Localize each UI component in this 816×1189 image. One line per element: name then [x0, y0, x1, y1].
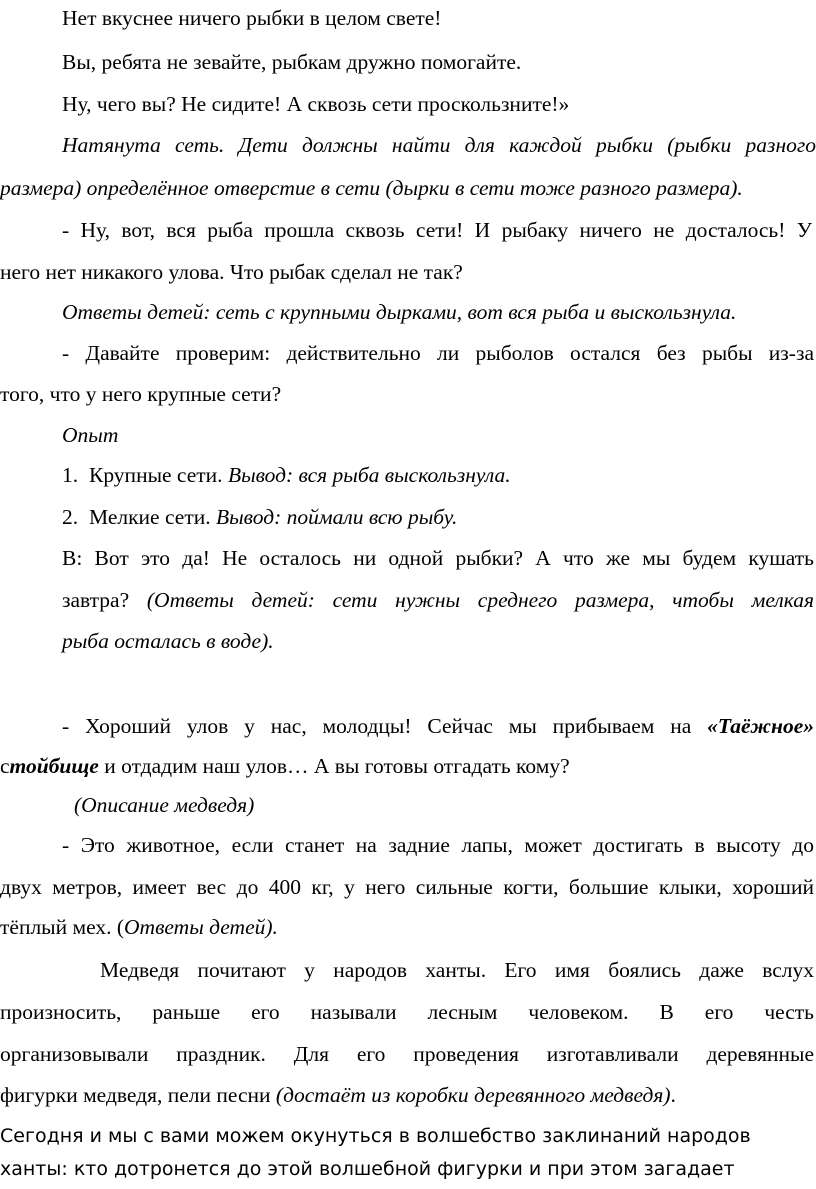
list-item-text: Мелкие сети.: [89, 505, 216, 529]
text-span-bold-italic: «Таёжное»: [707, 714, 814, 738]
text-span-bold-italic: тойбище: [9, 754, 99, 778]
text-line-23: Медведя почитают у народов ханты. Его имя боялись даже вслух: [100, 958, 814, 982]
text-span-italic: Ответы детей).: [124, 915, 278, 939]
text-line-28: ханты: кто дотронется до этой волшебной фигурки и при этом загадает: [0, 1158, 735, 1180]
list-item-conclusion: Вывод: поймали всю рыбу.: [215, 505, 458, 529]
text-span: .: [670, 1083, 676, 1107]
text-line-14: В: Вот это да! Не осталось ни одной рыбки? А что же мы будем кушать: [62, 546, 814, 570]
text-line-19: (Описание медведя): [74, 793, 255, 817]
text-line-11: Опыт: [62, 423, 119, 447]
text-line-1: Нет вкуснее ничего рыбки в целом свете!: [62, 6, 442, 30]
text-line-21: двух метров, имеет вес до 400 кг, у него сильные когти, большие клыки, хороший: [0, 875, 814, 899]
text-line-27: Сегодня и мы с вами можем окунуться в волшебство заклинаний народов: [0, 1125, 751, 1147]
text-line-6: - Ну, вот, вся рыба прошла сквозь сети! И рыбаку ничего не досталось! У: [62, 218, 812, 242]
list-number: 1.: [62, 463, 79, 487]
text-line-26: [0, 1081, 676, 1109]
list-number: 2.: [62, 505, 79, 529]
text-line-2: Вы, ребята не зевайте, рыбкам дружно помогайте.: [62, 50, 522, 74]
text-span: с: [0, 754, 10, 778]
text-line-17: [62, 712, 814, 740]
text-line-10: того, что у него крупные сети?: [0, 382, 282, 406]
text-line-3: Ну, чего вы? Не сидите! А сквозь сети проскользните!»: [62, 92, 570, 116]
text-line-22: [0, 913, 278, 941]
list-item-1: [62, 461, 511, 489]
text-line-15: [62, 586, 814, 614]
text-line-20: - Это животное, если станет на задние лапы, может достигать в высоту до: [62, 833, 814, 857]
text-line-4: Натянута сеть. Дети должны найти для каждой рыбки (рыбки разного: [62, 133, 816, 157]
list-item-2: [62, 503, 457, 531]
text-line-7: него нет никакого улова. Что рыбак сделал не так?: [0, 260, 463, 284]
text-span-italic: (Ответы детей: сети нужны среднего размера, чтобы мелкая: [146, 588, 814, 612]
list-item-conclusion: Вывод: вся рыба выскользнула.: [227, 463, 511, 487]
text-span: фигурки медведя, пели песни: [0, 1083, 276, 1107]
text-line-24: произносить, раньше его называли лесным человеком. В его честь: [0, 1000, 814, 1024]
text-line-16: рыба осталась в воде).: [62, 629, 274, 653]
text-span: и отдадим наш улов… А вы готовы отгадать кому?: [98, 754, 570, 778]
text-line-9: - Давайте проверим: действительно ли рыболов остался без рыбы из-за: [62, 341, 814, 365]
text-line-25: организовывали праздник. Для его проведения изготавливали деревянные: [0, 1042, 814, 1066]
text-span-italic: (достаёт из коробки деревянного медведя): [275, 1083, 671, 1107]
text-span: - Хороший улов у нас, молодцы! Сейчас мы прибываем на: [62, 714, 708, 738]
list-item-text: Крупные сети.: [89, 463, 228, 487]
text-span: тёплый мех. (: [0, 915, 125, 939]
text-line-5: размера) определённое отверстие в сети (дырки в сети тоже разного размера).: [0, 176, 743, 200]
text-line-18: [0, 752, 570, 780]
text-span: завтра?: [62, 588, 147, 612]
text-line-8: Ответы детей: сеть с крупными дырками, вот вся рыба и выскользнула.: [62, 300, 737, 324]
